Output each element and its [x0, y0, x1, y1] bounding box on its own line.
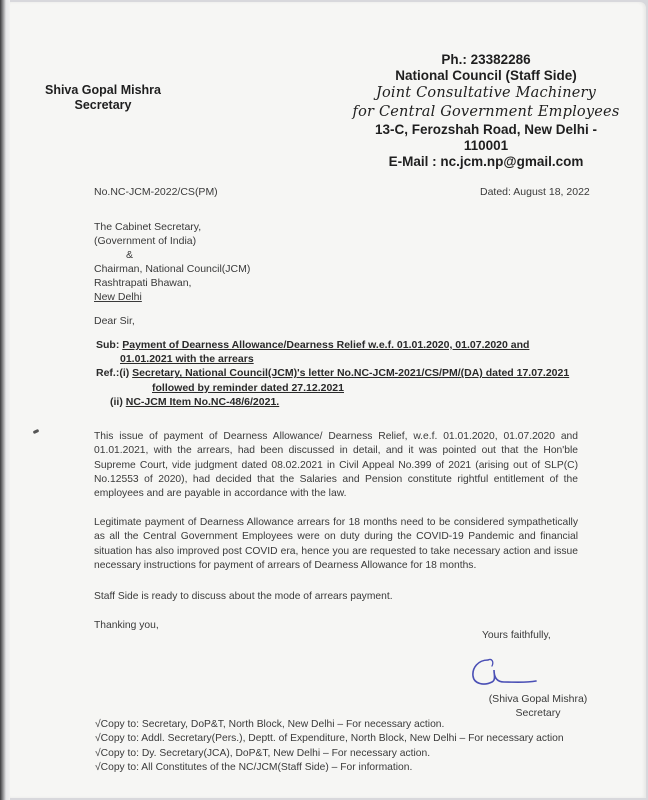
references-label: Ref.:(i) [96, 367, 133, 380]
sender-designation: Secretary [74, 98, 132, 112]
reference-number: No.NC-JCM-2022/CS(PM) [94, 186, 218, 198]
salutation: Dear Sir, [94, 315, 135, 327]
letterhead-email: E-Mail : nc.jcm.np@gmail.com [388, 154, 584, 169]
signatory-name: (Shiva Gopal Mishra) [488, 693, 588, 705]
signatory-block [478, 692, 598, 720]
copy-to-list [95, 718, 564, 776]
addressee-line-3: Chairman, National Council(JCM) [94, 263, 251, 275]
reference-2-label: (ii) [110, 395, 126, 408]
letterhead-script-line-1: Joint Consultative Machinery [375, 85, 597, 101]
letter-date: Dated: August 18, 2022 [480, 186, 590, 198]
letterhead-address: 13-C, Ferozshah Road, New Delhi - 110001 [374, 122, 598, 153]
subject-label: Sub: [96, 339, 123, 351]
closing: Yours faithfully, [482, 630, 551, 641]
signature [470, 652, 540, 692]
body-paragraph: Staff Side is ready to discuss about the mode of arrears payment. [94, 591, 393, 602]
letterhead-phone: Ph.: 23382286 [441, 52, 531, 67]
subject-line-2: 01.01.2021 with the arrears [120, 353, 254, 366]
copy-to-item: √Copy to: All Constitutes of the NC/JCM(Staff Side) – For information. [95, 762, 413, 774]
body-paragraph: This issue of payment of Dearness Allowance/ Dearness Relief, w.e.f. 01.01.2020, 01.07.2020 and 01.01.2021, with the arrears, had been discussed in detail, and it was pointed out that the Hon'ble Supreme Court, vide judgment dated 08.02.2021 in Civil Appeal No.399 of 2021 (arising out of SLP(C) No.12553 of 2020), had decided that the Salaries and Pension constitute rightful entitlement of the employees and are payable in accordance with the law. [94, 431, 578, 500]
addressee-city: New Delhi [94, 291, 142, 303]
sender-name: Shiva Gopal Mishra [44, 83, 161, 97]
thanking-line: Thanking you, [94, 620, 159, 631]
subject-line-1: Payment of Dearness Allowance/Dearness Relief w.e.f. 01.01.2020, 01.07.2020 and [122, 339, 530, 351]
subject-block [96, 338, 576, 409]
letterhead [352, 52, 620, 170]
body-paragraph: Legitimate payment of Dearness Allowance arrears for 18 months need to be considered sympathetically as all the Central Government Employees were on duty during the COVID-19 Pandemic and financial situation has also improved post COVID era, hence you are requested to take necessary action and issue necessary instructions for payment of arrears of Dearness Allowance for 18 months. [94, 517, 578, 571]
letterhead-organization: National Council (Staff Side) [395, 68, 577, 83]
signatory-designation: Secretary [515, 707, 561, 719]
copy-to-item: √Copy to: Dy. Secretary(JCA), DoP&T, New Delhi – For necessary action. [95, 747, 431, 759]
addressee-line-2: (Government of India) [94, 235, 197, 247]
addressee-line-1: The Cabinet Secretary, [94, 221, 202, 233]
letterhead-script-line-2: for Central Government Employees [352, 104, 620, 120]
scanner-edge [0, 0, 10, 800]
addressee-line-4: Rashtrapati Bhawan, [94, 277, 192, 289]
copy-to-item: √Copy to: Addl. Secretary(Pers.), Deptt. of Expenditure, North Block, New Delhi – For necessary action [95, 733, 564, 745]
reference-1-line-1: Secretary, National Council(JCM)'s letter No.NC-JCM-2021/CS/PM/(DA) dated 17.07.2021 [132, 367, 570, 380]
reference-1-line-2: followed by reminder dated 27.12.2021 [152, 381, 344, 394]
copy-to-item: √Copy to: Secretary, DoP&T, North Block, New Delhi – For necessary action. [95, 719, 445, 730]
addressee-ampersand: & [126, 249, 134, 261]
reference-2: NC-JCM Item No.NC-48/6/2021. [125, 395, 280, 408]
sender-block [34, 83, 172, 113]
addressee-block [94, 220, 250, 304]
